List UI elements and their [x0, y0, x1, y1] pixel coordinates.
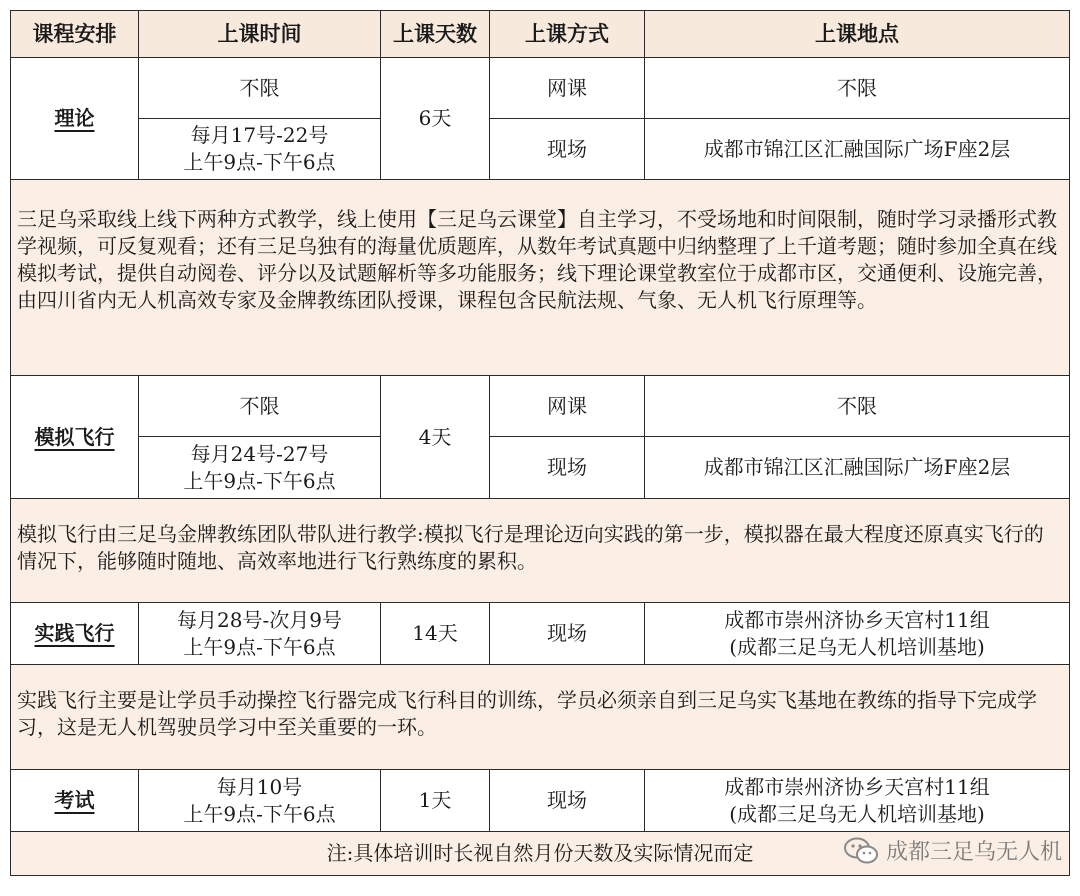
exam-date: 每月10号 — [216, 774, 303, 799]
header-course: 课程安排 — [11, 11, 139, 58]
theory-row-onsite — [11, 119, 1070, 180]
sim-onsite-place: 成都市锦江区汇融国际广场F座2层 — [645, 437, 1070, 499]
practice-place-base: (成都三足乌无人机培训基地) — [729, 634, 985, 659]
theory-onsite-time — [139, 119, 381, 180]
sim-description: 模拟飞行由三足乌金牌教练团队带队进行教学:模拟飞行是理论迈向实践的第一步，模拟器在最大程度还原真实飞行的情况下，能够随时随地、高效率地进行飞行熟练度的累积。 — [11, 499, 1070, 603]
header-row — [11, 11, 1070, 58]
course-name-practice: 实践飞行 — [11, 603, 139, 665]
sim-online-place: 不限 — [645, 376, 1070, 437]
practice-place-address: 成都市崇州济协乡天宫村11组 — [724, 607, 990, 632]
theory-desc-row — [11, 180, 1070, 376]
exam-place-base: (成都三足乌无人机培训基地) — [729, 801, 985, 826]
practice-time — [139, 603, 381, 665]
practice-hours: 上午9点-下午6点 — [183, 634, 336, 659]
exam-row — [11, 770, 1070, 832]
watermark-text: 成都三足乌无人机 — [885, 840, 1062, 865]
theory-days: 6天 — [381, 58, 490, 180]
theory-row-online — [11, 58, 1070, 119]
practice-mode: 现场 — [490, 603, 645, 665]
exam-mode: 现场 — [490, 770, 645, 832]
theory-online-time: 不限 — [139, 58, 381, 119]
practice-date: 每月28号-次月9号 — [177, 607, 342, 632]
header-mode: 上课方式 — [490, 11, 645, 58]
sim-onsite-mode: 现场 — [490, 437, 645, 499]
theory-online-mode: 网课 — [490, 58, 645, 119]
exam-place-address: 成都市崇州济协乡天宫村11组 — [724, 774, 990, 799]
course-name-theory: 理论 — [11, 58, 139, 180]
sim-days: 4天 — [381, 376, 490, 499]
exam-hours: 上午9点-下午6点 — [183, 801, 336, 826]
sim-online-mode: 网课 — [490, 376, 645, 437]
exam-time — [139, 770, 381, 832]
sim-onsite-date: 每月24号-27号 — [190, 441, 329, 466]
wechat-icon — [844, 837, 878, 865]
sim-row-online — [11, 376, 1070, 437]
practice-description: 实践飞行主要是让学员手动操控飞行器完成飞行科目的训练，学员必须亲自到三足乌实飞基地在教练的指导下完成学习，这是无人机驾驶员学习中至关重要的一环。 — [11, 665, 1070, 770]
course-name-sim: 模拟飞行 — [11, 376, 139, 499]
theory-online-place: 不限 — [645, 58, 1070, 119]
exam-place — [645, 770, 1070, 832]
practice-place — [645, 603, 1070, 665]
sim-desc-row — [11, 499, 1070, 603]
header-days: 上课天数 — [381, 11, 490, 58]
sim-onsite-time — [139, 437, 381, 499]
theory-description: 三足乌采取线上线下两种方式教学，线上使用【三足乌云课堂】自主学习，不受场地和时间限制，随时学习录播形式教学视频，可反复观看；还有三足乌独有的海量优质题库，从数年考试真题中归纳整理了上千道考题；随时参加全真在线模拟考试，提供自动阅卷、评分以及试题解析等多功能服务；线下理论课堂教室位于成都市区，交通便利、设施完善，由四川省内无人机高效专家及金牌教练团队授课，课程包含民航法规、气象、无人机飞行原理等。 — [11, 180, 1070, 376]
watermark — [844, 835, 1062, 866]
sim-onsite-hours: 上午9点-下午6点 — [183, 468, 336, 493]
practice-row — [11, 603, 1070, 665]
practice-days: 14天 — [381, 603, 490, 665]
theory-onsite-place: 成都市锦江区汇融国际广场F座2层 — [645, 119, 1070, 180]
header-time: 上课时间 — [139, 11, 381, 58]
theory-onsite-date: 每月17号-22号 — [190, 123, 329, 147]
header-place: 上课地点 — [645, 11, 1070, 58]
sim-row-onsite — [11, 437, 1070, 499]
course-name-exam: 考试 — [11, 770, 139, 832]
sim-online-time: 不限 — [139, 376, 381, 437]
practice-desc-row — [11, 665, 1070, 770]
footnote: 注:具体培训时长视自然月份天数及实际情况而定 — [11, 832, 1070, 876]
theory-onsite-mode: 现场 — [490, 119, 645, 180]
theory-onsite-hours: 上午9点-下午6点 — [183, 150, 336, 174]
exam-days: 1天 — [381, 770, 490, 832]
schedule-table — [10, 10, 1070, 876]
